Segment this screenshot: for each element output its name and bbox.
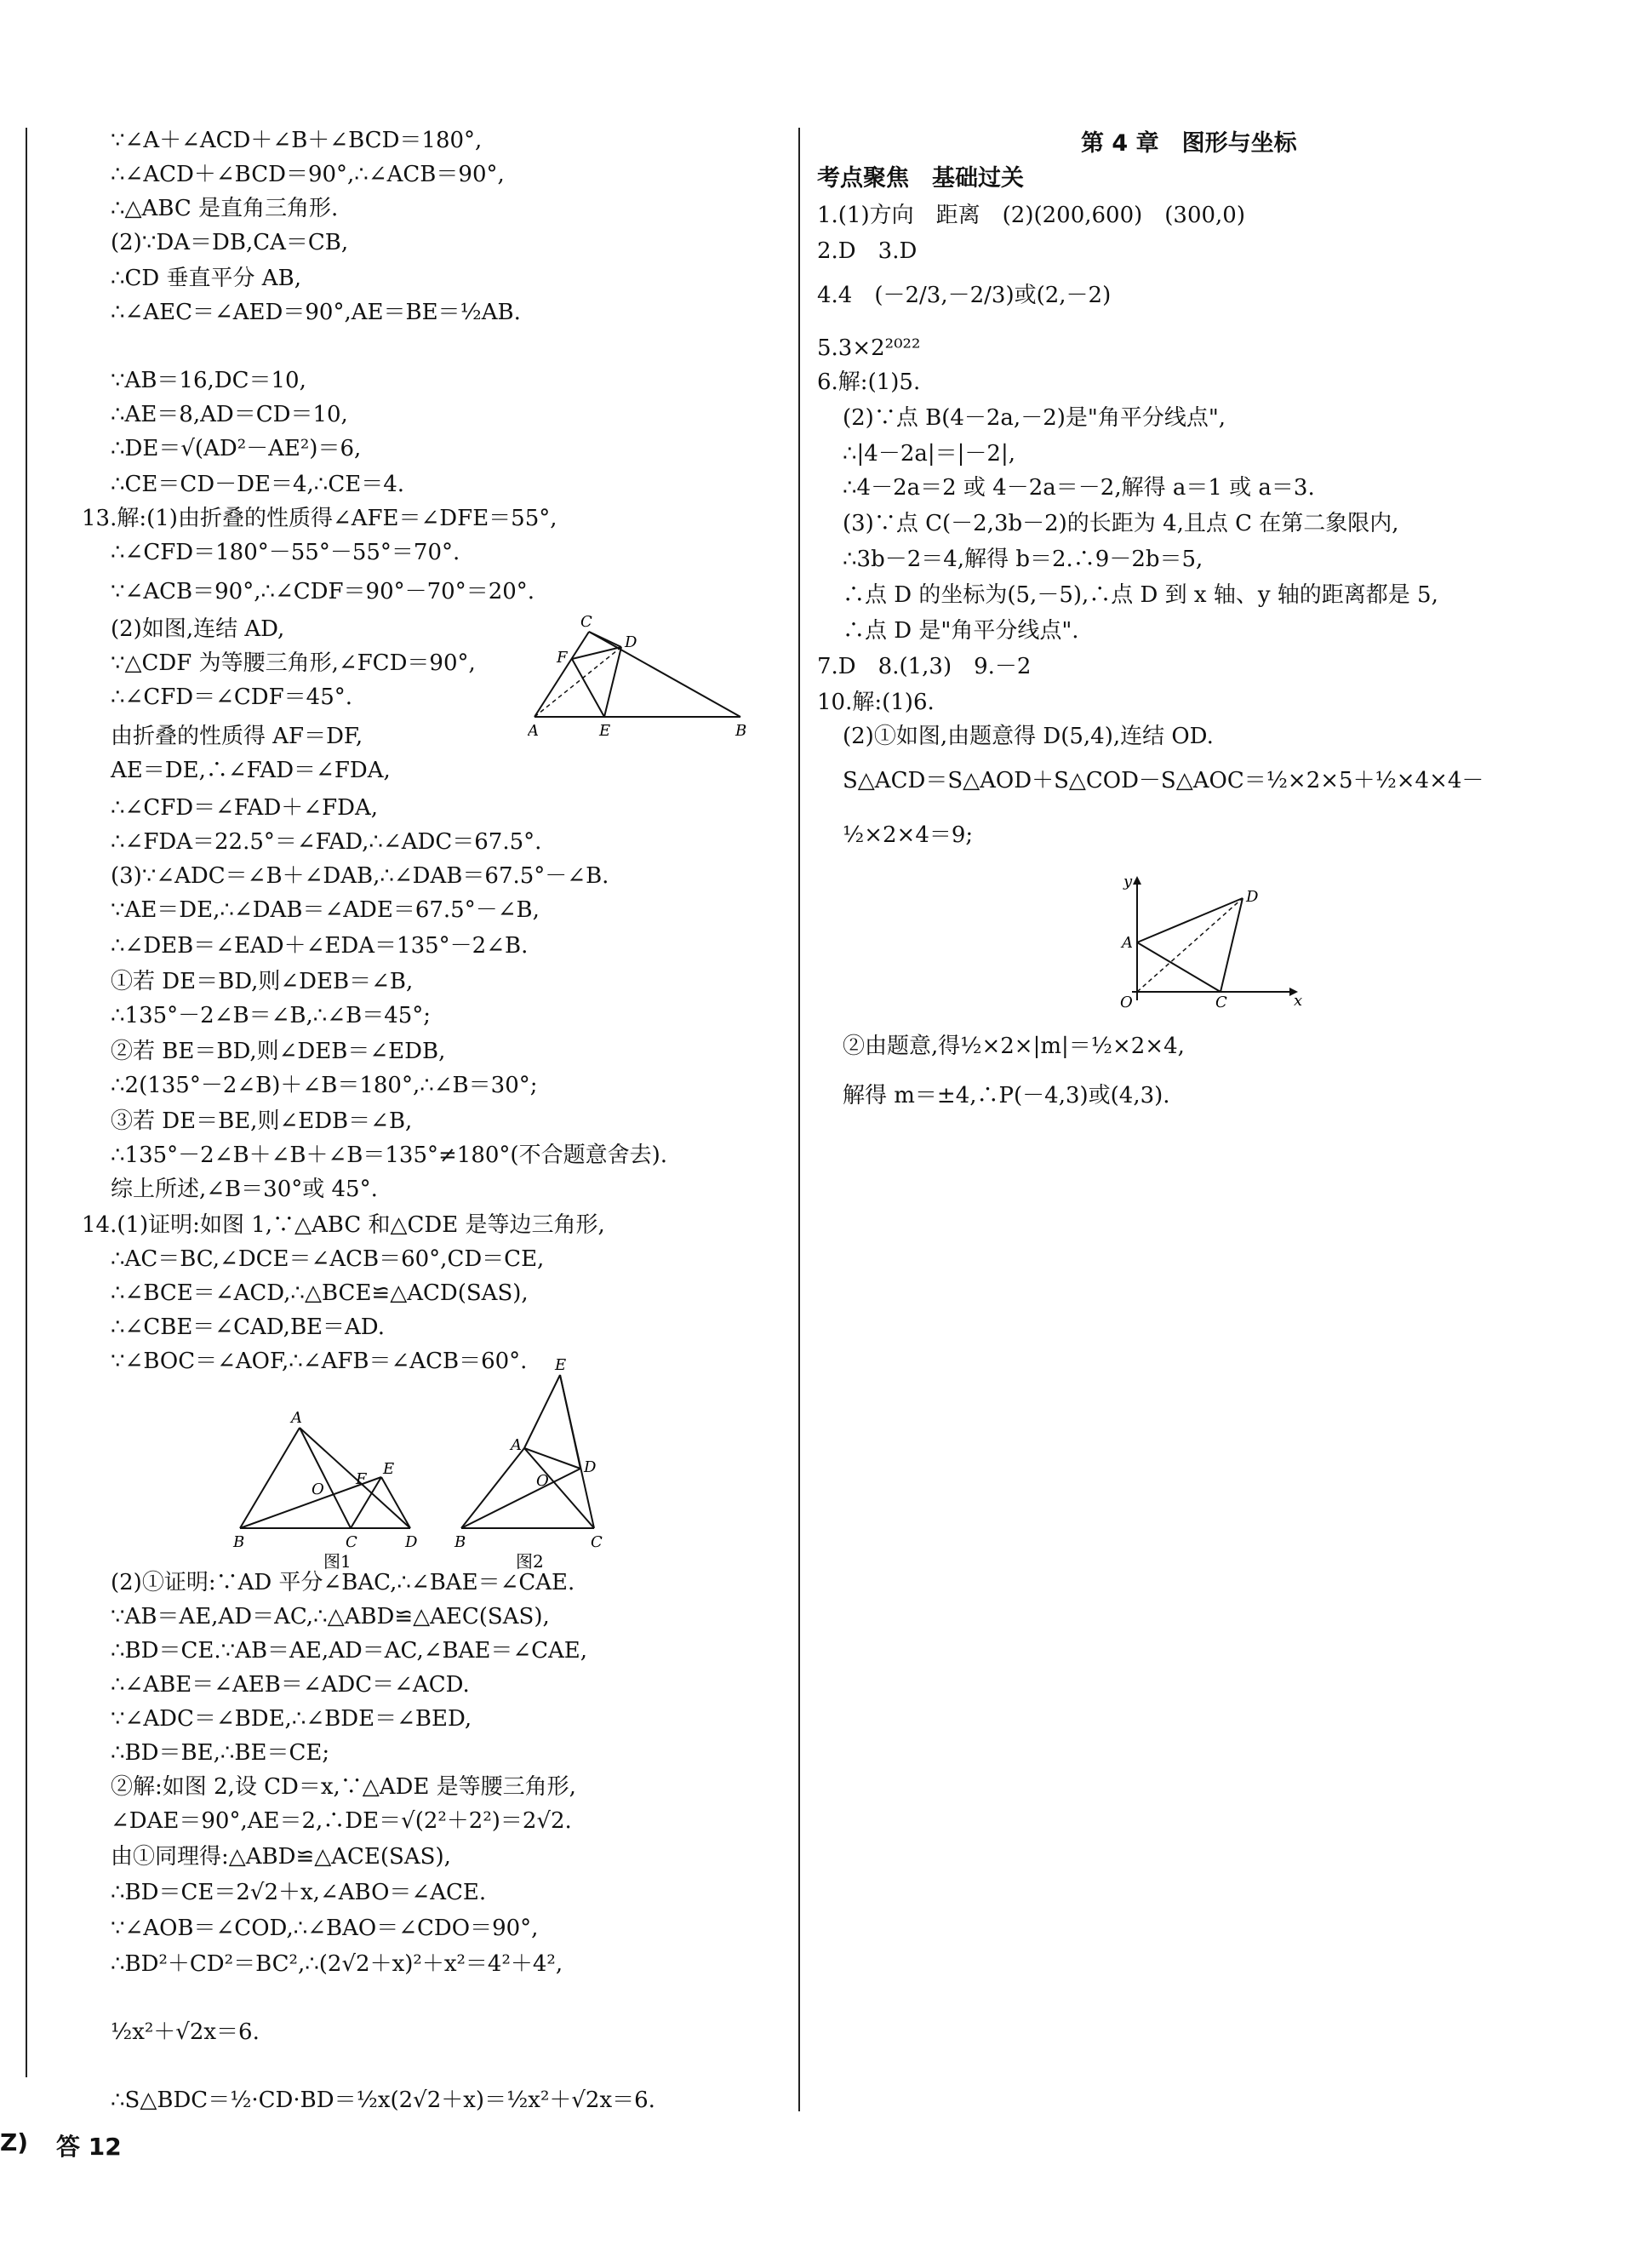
- left-text-line: ∵∠ADC＝∠BDE,∴∠BDE＝∠BED,: [111, 1706, 472, 1732]
- left-text-line: ∵∠AOB＝∠COD,∴∠BAO＝∠CDO＝90°,: [111, 1916, 539, 1941]
- svg-text:O: O: [312, 1480, 324, 1498]
- right-text-line: (2)①如图,由题意得 D(5,4),连结 OD.: [843, 724, 1214, 749]
- left-text-line: ∴BD＝CE＝2√2＋x,∠ABO＝∠ACE.: [111, 1880, 487, 1905]
- left-text-line: ∴∠CFD＝∠FAD＋∠FDA,: [111, 795, 379, 821]
- left-text-line: ∴∠CFD＝180°－55°－55°＝70°.: [111, 540, 460, 565]
- left-text-line: ∵∠ACB＝90°,∴∠CDF＝90°－70°＝20°.: [111, 579, 535, 604]
- right-text-line: S△ACD＝S△AOD＋S△COD－S△AOC＝½×2×5＋½×4×4－: [843, 768, 1484, 793]
- left-text-line: 由折叠的性质得 AF＝DF,: [111, 724, 363, 749]
- svg-text:A: A: [291, 1409, 302, 1427]
- right-text-line: 2.D 3.D: [817, 238, 918, 264]
- left-text-line: ∵∠A＋∠ACD＋∠B＋∠BCD＝180°,: [111, 128, 483, 153]
- svg-text:E: E: [383, 1460, 395, 1478]
- left-text-line: ∴△ABC 是直角三角形.: [111, 196, 339, 221]
- left-text-line: ∴BD²＋CD²＝BC²,∴(2√2＋x)²＋x²＝4²＋4²,: [111, 1951, 563, 1977]
- right-text-line: ∴3b－2＝4,解得 b＝2.∴9－2b＝5,: [843, 547, 1203, 572]
- svg-text:A: A: [511, 1436, 522, 1454]
- left-text-line: ∴∠FDA＝22.5°＝∠FAD,∴∠ADC＝67.5°.: [111, 829, 542, 855]
- left-text-line: ∴∠CBE＝∠CAD,BE＝AD.: [111, 1314, 385, 1340]
- right-text-line: (2)∵点 B(4－2a,－2)是"角平分线点",: [843, 405, 1226, 431]
- right-text-line: 4.4 (－2/3,－2/3)或(2,－2): [817, 283, 1112, 308]
- left-text-line: ∴∠CFD＝∠CDF＝45°.: [111, 684, 353, 710]
- left-text-line: (3)∵∠ADC＝∠B＋∠DAB,∴∠DAB＝67.5°－∠B.: [111, 863, 609, 889]
- svg-text:O: O: [1120, 994, 1133, 1009]
- footer-label: Z): [0, 2128, 29, 2156]
- column-divider: [798, 128, 800, 2111]
- svg-text:C: C: [580, 615, 592, 631]
- right-text-line: 解得 m＝±4,∴P(－4,3)或(4,3).: [843, 1083, 1170, 1108]
- fig2-caption: 图2: [516, 1551, 544, 1571]
- left-text-line: ∵∠BOC＝∠AOF,∴∠AFB＝∠ACB＝60°.: [111, 1349, 528, 1374]
- left-text-line: (2)如图,连结 AD,: [111, 616, 285, 642]
- left-text-line: ∴CD 垂直平分 AB,: [111, 266, 301, 291]
- right-text-line: ½×2×4＝9;: [843, 822, 974, 848]
- svg-text:O: O: [536, 1472, 549, 1490]
- left-text-line: ③若 DE＝BE,则∠EDB＝∠B,: [111, 1108, 413, 1134]
- svg-text:C: C: [1215, 994, 1227, 1009]
- page-number: 答 12: [56, 2133, 122, 2161]
- left-text-line: ∴CE＝CD－DE＝4,∴CE＝4.: [111, 472, 405, 497]
- svg-text:D: D: [1246, 888, 1259, 906]
- left-text-line: ∴∠BCE＝∠ACD,∴△BCE≌△ACD(SAS),: [111, 1280, 529, 1306]
- svg-text:C: C: [346, 1533, 357, 1551]
- left-text-line: (2)∵DA＝DB,CA＝CB,: [111, 230, 349, 255]
- right-text-line: 5.3×2²⁰²²: [817, 335, 921, 361]
- svg-text:x: x: [1294, 992, 1302, 1009]
- left-text-line: 13.解:(1)由折叠的性质得∠AFE＝∠DFE＝55°,: [82, 506, 557, 531]
- svg-text:y: y: [1123, 873, 1133, 891]
- left-text-line: (2)①证明:∵AD 平分∠BAC,∴∠BAE＝∠CAE.: [111, 1570, 575, 1595]
- svg-text:E: E: [599, 722, 611, 740]
- left-text-line: 综上所述,∠B＝30°或 45°.: [111, 1177, 378, 1202]
- chapter-title: 第 4 章 图形与坐标: [1081, 130, 1297, 157]
- svg-text:B: B: [454, 1533, 466, 1551]
- left-text-line: ∴135°－2∠B＝∠B,∴∠B＝45°;: [111, 1003, 432, 1028]
- right-text-line: ∴4－2a＝2 或 4－2a＝－2,解得 a＝1 或 a＝3.: [843, 475, 1315, 501]
- left-text-line: 14.(1)证明:如图 1,∵△ABC 和△CDE 是等边三角形,: [82, 1212, 605, 1238]
- right-text-line: 1.(1)方向 距离 (2)(200,600) (300,0): [817, 203, 1245, 228]
- left-text-line: ∴∠AEC＝∠AED＝90°,AE＝BE＝½AB.: [111, 300, 521, 325]
- right-text-line: ∴点 D 的坐标为(5,－5),∴点 D 到 x 轴、y 轴的距离都是 5,: [843, 582, 1438, 608]
- right-text-line: 10.解:(1)6.: [817, 690, 935, 715]
- right-text-line: ∴|4－2a|＝|－2|,: [843, 441, 1015, 467]
- left-text-line: ∴135°－2∠B＋∠B＋∠B＝135°≠180°(不合题意舍去).: [111, 1143, 667, 1168]
- left-text-line: ∴S△BDC＝½·CD·BD＝½x(2√2＋x)＝½x²＋√2x＝6.: [111, 2088, 655, 2113]
- svg-text:B: B: [233, 1533, 245, 1551]
- left-text-line: ∴DE＝√(AD²－AE²)＝6,: [111, 436, 362, 461]
- svg-text:D: D: [584, 1458, 597, 1476]
- left-text-line: ①若 DE＝BD,则∠DEB＝∠B,: [111, 969, 414, 994]
- left-text-line: ②解:如图 2,设 CD＝x,∵△ADE 是等腰三角形,: [111, 1774, 576, 1800]
- left-text-line: ②若 BE＝BD,则∠DEB＝∠EDB,: [111, 1039, 446, 1064]
- left-text-line: ∴AE＝8,AD＝CD＝10,: [111, 402, 348, 427]
- left-text-line: ∴∠DEB＝∠EAD＋∠EDA＝135°－2∠B.: [111, 933, 529, 959]
- svg-text:F: F: [356, 1470, 367, 1488]
- left-text-line: ½x²＋√2x＝6.: [111, 2019, 260, 2045]
- left-text-line: ∴2(135°－2∠B)＋∠B＝180°,∴∠B＝30°;: [111, 1073, 538, 1098]
- section-title: 考点聚焦 基础过关: [817, 165, 1024, 192]
- right-text-line: ∴点 D 是"角平分线点".: [843, 618, 1079, 644]
- svg-text:A: A: [528, 722, 539, 740]
- fig1-caption: 图1: [323, 1551, 352, 1571]
- right-text-line: 6.解:(1)5.: [817, 369, 921, 395]
- left-text-line: ∵AB＝AE,AD＝AC,∴△ABD≌△AEC(SAS),: [111, 1604, 550, 1629]
- coordinate-figure: [1106, 873, 1302, 1009]
- svg-text:F: F: [557, 649, 568, 667]
- svg-text:C: C: [591, 1533, 603, 1551]
- left-text-line: ∴∠ABE＝∠AEB＝∠ADC＝∠ACD.: [111, 1672, 470, 1698]
- equilateral-figures: [230, 1358, 638, 1571]
- left-text-line: ∵AB＝16,DC＝10,: [111, 368, 306, 393]
- left-text-line: ∴AC＝BC,∠DCE＝∠ACB＝60°,CD＝CE,: [111, 1246, 545, 1272]
- left-margin-rule: [26, 128, 27, 2077]
- left-text-line: ∵AE＝DE,∴∠DAB＝∠ADE＝67.5°－∠B,: [111, 897, 540, 923]
- fold-triangle-figure: [528, 615, 749, 742]
- right-text-line: 7.D 8.(1,3) 9.－2: [817, 654, 1032, 679]
- left-text-line: ∴BD＝CE.∵AB＝AE,AD＝AC,∠BAE＝∠CAE,: [111, 1638, 588, 1664]
- right-text-line: (3)∵点 C(－2,3b－2)的长距为 4,且点 C 在第二象限内,: [843, 511, 1399, 536]
- left-text-line: ∵△CDF 为等腰三角形,∠FCD＝90°,: [111, 650, 476, 676]
- svg-text:A: A: [1122, 934, 1133, 952]
- svg-text:D: D: [625, 633, 637, 651]
- left-text-line: ∴∠ACD＋∠BCD＝90°,∴∠ACB＝90°,: [111, 162, 505, 187]
- left-text-line: AE＝DE,∴∠FAD＝∠FDA,: [111, 758, 391, 783]
- svg-text:D: D: [405, 1533, 418, 1551]
- svg-text:E: E: [555, 1358, 567, 1374]
- right-text-line: ②由题意,得½×2×|m|＝½×2×4,: [843, 1034, 1185, 1059]
- left-text-line: 由①同理得:△ABD≌△ACE(SAS),: [111, 1844, 451, 1870]
- left-text-line: ∴BD＝BE,∴BE＝CE;: [111, 1740, 330, 1766]
- left-text-line: ∠DAE＝90°,AE＝2,∴DE＝√(2²＋2²)＝2√2.: [111, 1808, 572, 1834]
- svg-text:B: B: [735, 722, 747, 740]
